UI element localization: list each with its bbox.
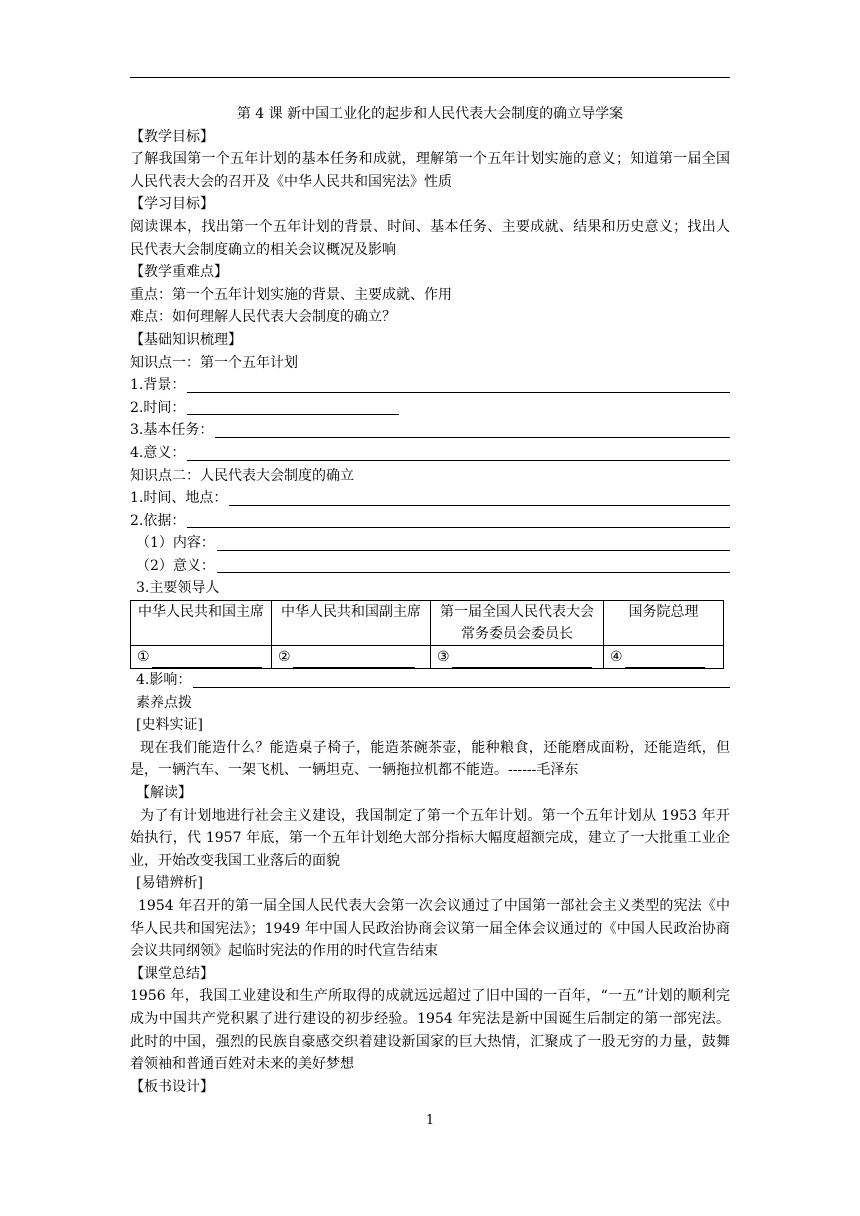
interpret-text: 为了有计划地进行社会主义建设，我国制定了第一个五年计划。第一个五年计划从 1953 年开始执行，代 1957 年底，第一个五年计划绝大部分指标大幅度超额完成，建立了一大批重工业企业，开始改变我国工业落后的面貌 (130, 807, 730, 869)
fill-blank[interactable] (187, 512, 730, 528)
table-header-row (131, 601, 724, 646)
fill-blank[interactable] (293, 653, 415, 668)
fill-blank[interactable] (215, 422, 730, 438)
fill-blank[interactable] (187, 399, 399, 415)
literacy-heading: 素养点拨 (136, 694, 192, 711)
kp1-meaning-field (130, 442, 730, 465)
answer-cell[interactable] (131, 646, 272, 669)
table-header-cell: 中华人民共和国主席 (131, 601, 272, 646)
fill-blank[interactable] (452, 653, 592, 668)
fill-blank[interactable] (229, 490, 730, 506)
summary-heading: 【课堂总结】 (130, 965, 214, 982)
field-label: 1.背景： (130, 377, 186, 394)
table-row (131, 646, 724, 669)
kp2-basis-field (130, 510, 730, 533)
error-text: 1954 年召开的第一届全国人民代表大会第一次会议通过了中国第一部社会主义类型的宪法《中华人民共和国宪法》；1949 年中国人民政治协商会议第一届全体会议通过的《中国人民政治协商会议共同纲领》起临时宪法的作用的时代宣告结束 (130, 898, 730, 960)
knowledge-point-1: 知识点一：第一个五年计划 (130, 354, 298, 371)
kp2-content-field (130, 532, 730, 555)
section-heading-learn-goal: 【学习目标】 (130, 196, 214, 213)
error-heading: [易错辨析] (136, 875, 203, 892)
fill-blank[interactable] (625, 653, 705, 668)
table-header-cell: 第一届全国人民代表大会常务委员会委员长 (431, 601, 604, 646)
kp1-task-field (130, 419, 730, 442)
answer-marker: ② (278, 649, 291, 666)
field-label: 2.依据： (130, 512, 186, 529)
kp2-time-place-field (130, 487, 730, 510)
kp1-time-field (130, 397, 730, 420)
field-label: （2）意义： (136, 557, 215, 574)
header-rule (130, 77, 730, 78)
section-heading-key: 【教学重难点】 (130, 264, 228, 281)
answer-marker: ④ (610, 649, 623, 666)
fill-blank[interactable] (217, 535, 730, 551)
field-label: 1.时间、地点： (130, 490, 228, 507)
fill-blank[interactable] (187, 377, 730, 393)
answer-marker: ① (137, 649, 150, 666)
page-number: 1 (425, 1113, 435, 1128)
leaders-heading: 3.主要领导人 (136, 580, 220, 597)
interpret-heading: 【解读】 (136, 785, 192, 802)
fill-blank[interactable] (193, 672, 730, 688)
field-label: 4.意义： (130, 444, 186, 461)
evidence-heading: [史料实证] (136, 717, 203, 734)
field-label: 4.影响： (136, 672, 192, 689)
learn-goal-text: 阅读课本，找出第一个五年计划的背景、时间、基本任务、主要成就、结果和历史意义；找出人民代表大会制度确立的相关会议概况及影响 (130, 218, 730, 258)
table-header-cell: 国务院总理 (604, 601, 724, 646)
worksheet-body (130, 103, 730, 1098)
fill-blank[interactable] (187, 445, 730, 461)
teach-goal-text: 了解我国第一个五年计划的基本任务和成就，理解第一个五年计划实施的意义；知道第一届全国人民代表大会的召开及《中华人民共和国宪法》性质 (130, 151, 730, 190)
summary-text: 1956 年，我国工业建设和生产所取得的成就远远超过了旧中国的一百年，“一五”计划的顺利完成为中国共产党积累了进行建设的初步经验。1954 年宪法是新中国诞生后制定的第一部宪法。此时的中国，强烈的民族自豪感交织着建设新国家的巨大热情，汇聚成了一股无穷的力量，鼓舞着领袖和普通百姓对未来的美好梦想 (130, 988, 730, 1073)
influence-field (130, 669, 730, 692)
leaders-table (130, 600, 724, 669)
knowledge-point-2: 知识点二：人民代表大会制度的确立 (130, 467, 354, 484)
answer-cell[interactable] (272, 646, 431, 669)
page-title: 第 4 课 新中国工业化的起步和人民代表大会制度的确立导学案 (236, 106, 624, 122)
kp1-background-field (130, 374, 730, 397)
section-heading-basic: 【基础知识梳理】 (130, 331, 242, 348)
evidence-text: 现在我们能造什么？能造桌子椅子，能造茶碗茶壶，能种粮食，还能磨成面粉，还能造纸，但是，一辆汽车、一架飞机、一辆坦克、一辆拖拉机都不能造。------毛泽东 (130, 739, 730, 779)
answer-cell[interactable] (431, 646, 604, 669)
field-label: （1）内容： (136, 535, 215, 552)
answer-marker: ③ (437, 649, 450, 666)
fill-blank[interactable] (217, 557, 730, 573)
kp2-significance-field (130, 555, 730, 578)
key-point: 重点：第一个五年计划实施的背景、主要成就、作用 (130, 286, 452, 303)
table-header-cell: 中华人民共和国副主席 (272, 601, 431, 646)
field-label: 2.时间： (130, 399, 186, 416)
board-design-heading: 【板书设计】 (130, 1078, 214, 1095)
difficult-point: 难点：如何理解人民代表大会制度的确立？ (130, 309, 396, 326)
fill-blank[interactable] (152, 653, 262, 668)
section-heading-teach-goal: 【教学目标】 (130, 128, 214, 145)
answer-cell[interactable] (604, 646, 724, 669)
field-label: 3.基本任务： (130, 422, 214, 439)
